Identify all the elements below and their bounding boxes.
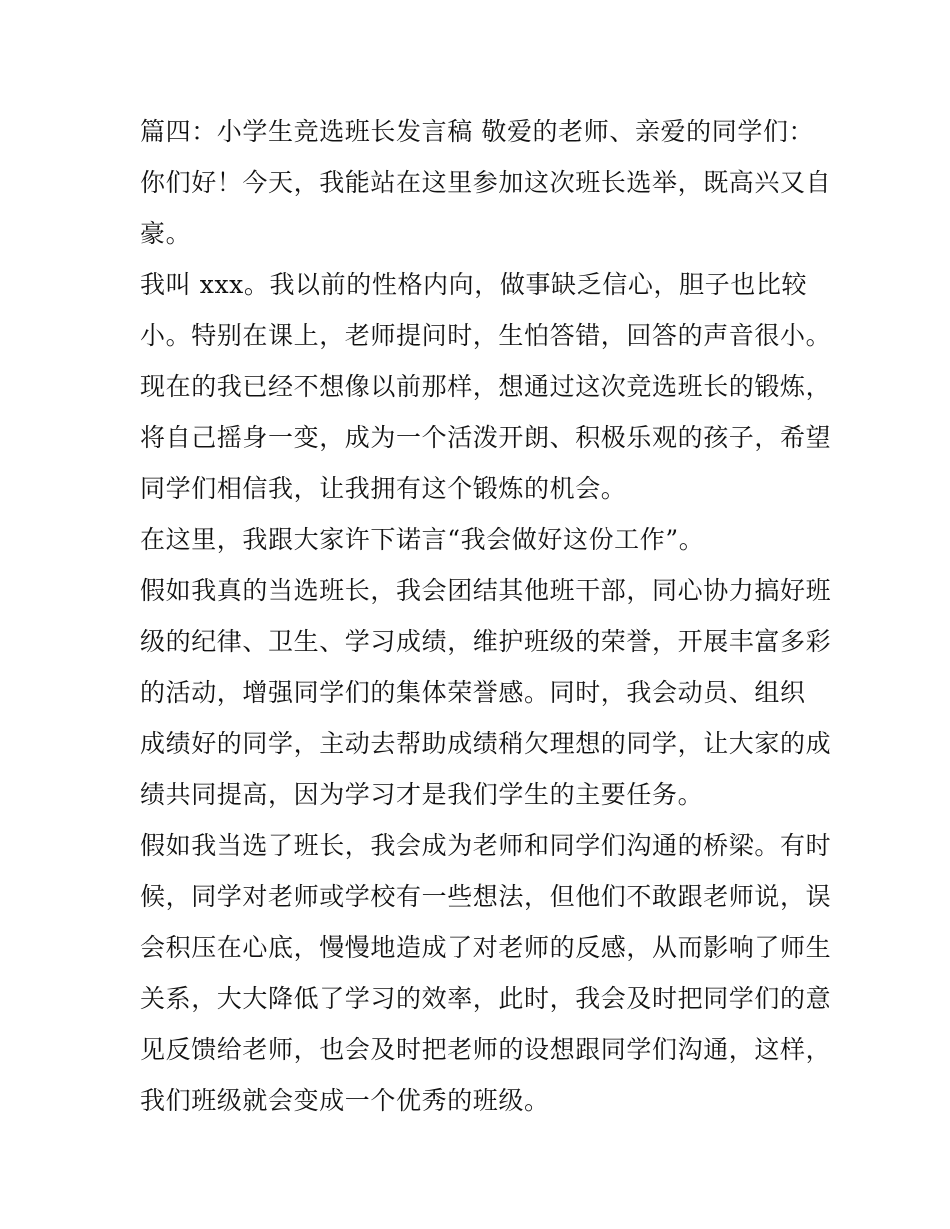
text-line: 你们好！今天，我能站在这里参加这次班长选举，既高兴又自 xyxy=(140,168,832,197)
text-line: 豪。 xyxy=(140,219,192,248)
text-line: 假如我当选了班长，我会成为老师和同学们沟通的桥梁。有时 xyxy=(140,831,832,860)
text-line: 将自己摇身一变，成为一个活泼开朗、积极乐观的孩子，希望 xyxy=(140,423,832,452)
text-line: 现在的我已经不想像以前那样，想通过这次竞选班长的锻炼， xyxy=(140,372,832,401)
text-line: 关系，大大降低了学习的效率，此时，我会及时把同学们的意 xyxy=(140,984,832,1013)
text-line: 成绩好的同学，主动去帮助成绩稍欠理想的同学，让大家的成 xyxy=(140,729,832,758)
text-line: 的活动，增强同学们的集体荣誉感。同时，我会动员、组织 xyxy=(140,678,806,707)
text-line: 绩共同提高，因为学习才是我们学生的主要任务。 xyxy=(140,780,704,809)
text-line: 同学们相信我，让我拥有这个锻炼的机会。 xyxy=(140,474,627,503)
text-line: 篇四：小学生竞选班长发言稿 敬爱的老师、亲爱的同学们： xyxy=(140,117,815,146)
text-line: 见反馈给老师，也会及时把老师的设想跟同学们沟通，这样， xyxy=(140,1035,832,1064)
text-line: 会积压在心底，慢慢地造成了对老师的反感，从而影响了师生 xyxy=(140,933,832,962)
speech-text-block xyxy=(140,106,832,1126)
text-line: 在这里，我跟大家许下诺言“我会做好这份工作”。 xyxy=(140,525,705,554)
text-line: 候，同学对老师或学校有一些想法，但他们不敢跟老师说，误 xyxy=(140,882,832,911)
text-line: 假如我真的当选班长，我会团结其他班干部，同心协力搞好班 xyxy=(140,576,832,605)
text-line: 级的纪律、卫生、学习成绩，维护班级的荣誉，开展丰富多彩 xyxy=(140,627,832,656)
text-line: 小。特别在课上，老师提问时，生怕答错，回答的声音很小。 xyxy=(140,321,832,350)
text-line: 我们班级就会变成一个优秀的班级。 xyxy=(140,1086,550,1115)
text-line: 我叫 xxx。我以前的性格内向，做事缺乏信心，胆子也比较 xyxy=(140,270,808,299)
